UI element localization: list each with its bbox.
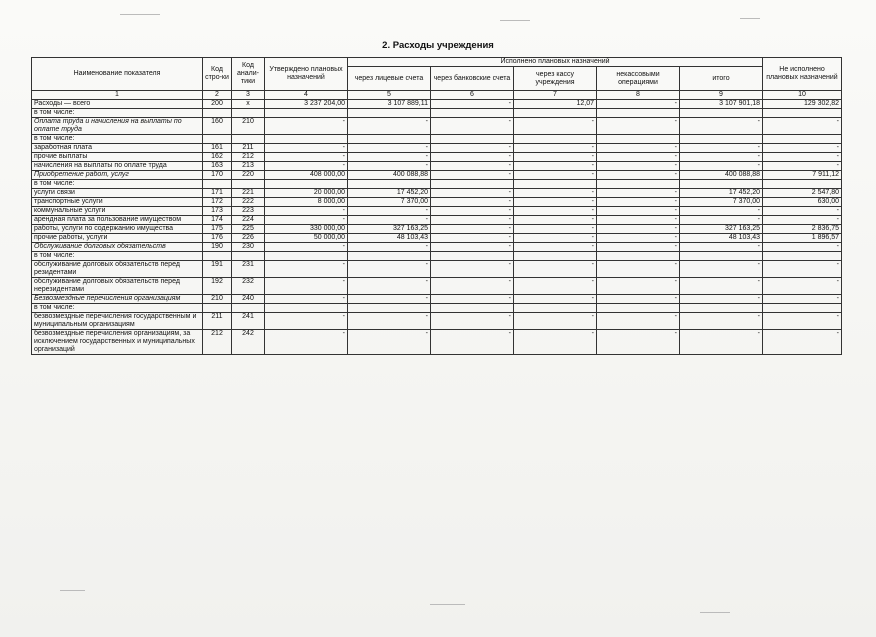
row-total: - [680, 330, 763, 355]
row-through-cash: - [514, 207, 597, 216]
table-row [32, 234, 842, 243]
table-row [32, 225, 842, 234]
row-through-cash [514, 252, 597, 261]
table-row [32, 171, 842, 180]
row-noncash: - [597, 330, 680, 355]
row-line-code: 161 [203, 144, 232, 153]
row-not-executed: - [763, 313, 842, 330]
row-through-personal: - [348, 207, 431, 216]
row-through-personal: 327 163,25 [348, 225, 431, 234]
row-through-bank [431, 252, 514, 261]
row-not-executed: - [763, 278, 842, 295]
table-row [32, 216, 842, 225]
row-total: 327 163,25 [680, 225, 763, 234]
expenses-table [31, 57, 842, 355]
row-name-cell: Безвозмездные перечисления организациям [32, 295, 203, 304]
table-row [32, 243, 842, 252]
row-noncash: - [597, 207, 680, 216]
column-number: 1 [32, 91, 203, 100]
row-line-code: 172 [203, 198, 232, 207]
row-approved: - [265, 278, 348, 295]
row-name-cell: обслуживание долговых обязательств перед резидентами [32, 261, 203, 278]
table-row [32, 278, 842, 295]
row-name-cell: в том числе: [32, 180, 203, 189]
row-through-bank [431, 109, 514, 118]
row-line-code: 192 [203, 278, 232, 295]
column-number: 8 [597, 91, 680, 100]
row-line-code: 210 [203, 295, 232, 304]
table-row [32, 313, 842, 330]
row-not-executed [763, 304, 842, 313]
row-through-cash: - [514, 144, 597, 153]
row-through-cash: - [514, 216, 597, 225]
row-approved: 408 000,00 [265, 171, 348, 180]
table-row [32, 135, 842, 144]
row-noncash: - [597, 118, 680, 135]
row-total: - [680, 118, 763, 135]
row-approved: 330 000,00 [265, 225, 348, 234]
scan-speck [700, 612, 730, 613]
row-total [680, 304, 763, 313]
row-through-cash: - [514, 234, 597, 243]
row-through-cash: - [514, 189, 597, 198]
row-not-executed: - [763, 216, 842, 225]
table-row [32, 295, 842, 304]
row-line-code: 190 [203, 243, 232, 252]
row-analytics-code: x [232, 100, 265, 109]
table-row [32, 153, 842, 162]
row-through-bank: - [431, 100, 514, 109]
row-approved: - [265, 243, 348, 252]
header-through-cash: через кассу учреждения [514, 67, 597, 91]
row-noncash: - [597, 243, 680, 252]
row-not-executed: 630,00 [763, 198, 842, 207]
row-name-cell: в том числе: [32, 135, 203, 144]
table-body [32, 100, 842, 355]
row-not-executed: - [763, 261, 842, 278]
column-number: 5 [348, 91, 431, 100]
row-line-code: 175 [203, 225, 232, 234]
row-approved [265, 109, 348, 118]
row-analytics-code [232, 304, 265, 313]
row-name-cell: Оплата труда и начисления на выплаты по оплате труда [32, 118, 203, 135]
row-through-bank: - [431, 295, 514, 304]
row-through-bank: - [431, 243, 514, 252]
row-through-bank: - [431, 144, 514, 153]
row-line-code [203, 135, 232, 144]
row-noncash: - [597, 100, 680, 109]
row-name-cell: прочие работы, услуги [32, 234, 203, 243]
row-through-cash: - [514, 261, 597, 278]
row-line-code [203, 252, 232, 261]
row-analytics-code: 224 [232, 216, 265, 225]
row-noncash: - [597, 162, 680, 171]
row-line-code: 174 [203, 216, 232, 225]
row-through-cash: - [514, 162, 597, 171]
row-through-cash [514, 180, 597, 189]
row-noncash: - [597, 153, 680, 162]
row-through-personal [348, 109, 431, 118]
row-total [680, 180, 763, 189]
row-analytics-code [232, 180, 265, 189]
row-through-personal [348, 252, 431, 261]
header-name: Наименование показателя [32, 58, 203, 91]
row-total: 400 088,88 [680, 171, 763, 180]
table-row [32, 304, 842, 313]
table-row [32, 180, 842, 189]
header-not-executed: Не исполнено плановых назначений [763, 58, 842, 91]
row-approved: - [265, 295, 348, 304]
row-approved: 8 000,00 [265, 198, 348, 207]
header-code-analytics: Код анали-тики [232, 58, 265, 91]
table-row [32, 162, 842, 171]
row-approved [265, 252, 348, 261]
row-analytics-code: 220 [232, 171, 265, 180]
row-noncash: - [597, 198, 680, 207]
row-through-bank: - [431, 216, 514, 225]
column-number: 10 [763, 91, 842, 100]
row-not-executed: 129 302,82 [763, 100, 842, 109]
row-through-cash [514, 304, 597, 313]
row-noncash: - [597, 216, 680, 225]
row-noncash [597, 180, 680, 189]
row-noncash: - [597, 225, 680, 234]
row-through-cash: - [514, 243, 597, 252]
row-approved: 20 000,00 [265, 189, 348, 198]
row-noncash [597, 252, 680, 261]
row-noncash: - [597, 171, 680, 180]
header-executed-group: Исполнено плановых назначений [348, 58, 763, 67]
row-not-executed: 7 911,12 [763, 171, 842, 180]
table-row [32, 330, 842, 355]
scan-speck [120, 14, 160, 15]
row-through-bank: - [431, 171, 514, 180]
row-through-cash [514, 135, 597, 144]
row-not-executed: 2 547,80 [763, 189, 842, 198]
row-approved [265, 304, 348, 313]
row-analytics-code: 222 [232, 198, 265, 207]
row-total [680, 252, 763, 261]
row-total: 3 107 901,18 [680, 100, 763, 109]
row-line-code: 176 [203, 234, 232, 243]
row-name-cell: в том числе: [32, 109, 203, 118]
row-approved: - [265, 153, 348, 162]
row-approved: - [265, 313, 348, 330]
row-name-cell: в том числе: [32, 252, 203, 261]
row-through-bank [431, 180, 514, 189]
row-total [680, 109, 763, 118]
row-line-code [203, 180, 232, 189]
table-row [32, 252, 842, 261]
table-row [32, 118, 842, 135]
row-approved: - [265, 216, 348, 225]
row-noncash [597, 109, 680, 118]
row-through-personal: - [348, 278, 431, 295]
row-analytics-code: 212 [232, 153, 265, 162]
row-line-code: 173 [203, 207, 232, 216]
row-approved: 50 000,00 [265, 234, 348, 243]
row-total: - [680, 153, 763, 162]
row-name-cell: работы, услуги по содержанию имущества [32, 225, 203, 234]
row-through-personal: - [348, 295, 431, 304]
row-analytics-code: 223 [232, 207, 265, 216]
row-through-personal [348, 304, 431, 313]
section-title: 2. Расходы учреждения [382, 40, 494, 51]
row-name-cell: безвозмездные перечисления организациям, за исключением государственных и муниципальных организаций [32, 330, 203, 355]
row-through-bank: - [431, 207, 514, 216]
row-total: - [680, 243, 763, 252]
column-number: 3 [232, 91, 265, 100]
row-not-executed: - [763, 330, 842, 355]
column-number: 7 [514, 91, 597, 100]
row-approved: - [265, 330, 348, 355]
row-not-executed [763, 252, 842, 261]
row-through-personal: 3 107 889,11 [348, 100, 431, 109]
row-line-code: 163 [203, 162, 232, 171]
row-through-personal: 48 103,43 [348, 234, 431, 243]
row-total: - [680, 295, 763, 304]
row-through-personal: - [348, 313, 431, 330]
row-analytics-code: 221 [232, 189, 265, 198]
row-not-executed: - [763, 144, 842, 153]
row-through-personal: - [348, 243, 431, 252]
row-name-cell: заработная плата [32, 144, 203, 153]
row-approved [265, 180, 348, 189]
row-noncash: - [597, 295, 680, 304]
row-name-cell: Расходы — всего [32, 100, 203, 109]
row-not-executed: - [763, 118, 842, 135]
row-approved: 3 237 204,00 [265, 100, 348, 109]
row-through-bank [431, 304, 514, 313]
row-total: 7 370,00 [680, 198, 763, 207]
row-name-cell: безвозмездные перечисления государственным и муниципальным организациям [32, 313, 203, 330]
row-not-executed: - [763, 162, 842, 171]
row-noncash [597, 135, 680, 144]
row-name-cell: прочие выплаты [32, 153, 203, 162]
row-analytics-code: 232 [232, 278, 265, 295]
row-approved: - [265, 261, 348, 278]
table-row [32, 144, 842, 153]
row-through-cash: - [514, 278, 597, 295]
row-total: - [680, 261, 763, 278]
row-analytics-code: 225 [232, 225, 265, 234]
row-through-bank: - [431, 261, 514, 278]
row-through-cash: - [514, 171, 597, 180]
row-analytics-code: 211 [232, 144, 265, 153]
row-through-cash: - [514, 313, 597, 330]
row-through-personal: - [348, 216, 431, 225]
row-through-cash [514, 109, 597, 118]
row-through-cash: - [514, 118, 597, 135]
row-total [680, 135, 763, 144]
row-name-cell: транспортные услуги [32, 198, 203, 207]
row-line-code: 162 [203, 153, 232, 162]
row-through-bank: - [431, 153, 514, 162]
row-through-personal: - [348, 118, 431, 135]
row-noncash: - [597, 234, 680, 243]
header-noncash: некассовыми операциями [597, 67, 680, 91]
row-through-personal: - [348, 261, 431, 278]
row-line-code [203, 109, 232, 118]
column-number: 6 [431, 91, 514, 100]
column-number: 9 [680, 91, 763, 100]
table-row [32, 261, 842, 278]
row-line-code: 170 [203, 171, 232, 180]
row-through-bank: - [431, 225, 514, 234]
row-through-bank: - [431, 330, 514, 355]
header-code-line: Код стро-ки [203, 58, 232, 91]
row-through-bank: - [431, 118, 514, 135]
row-through-cash: - [514, 225, 597, 234]
scan-speck [60, 590, 85, 591]
column-number: 4 [265, 91, 348, 100]
row-approved: - [265, 207, 348, 216]
row-through-bank: - [431, 198, 514, 207]
row-analytics-code [232, 135, 265, 144]
row-line-code [203, 304, 232, 313]
row-line-code: 211 [203, 313, 232, 330]
row-through-personal: - [348, 153, 431, 162]
row-name-cell: начисления на выплаты по оплате труда [32, 162, 203, 171]
table-row [32, 198, 842, 207]
row-name-cell: в том числе: [32, 304, 203, 313]
row-not-executed [763, 180, 842, 189]
row-not-executed [763, 135, 842, 144]
row-name-cell: Обслуживание долговых обязательств [32, 243, 203, 252]
row-through-bank: - [431, 234, 514, 243]
header-total: итого [680, 67, 763, 91]
row-approved [265, 135, 348, 144]
row-analytics-code: 231 [232, 261, 265, 278]
row-not-executed [763, 109, 842, 118]
row-noncash: - [597, 278, 680, 295]
row-not-executed: - [763, 295, 842, 304]
row-line-code: 191 [203, 261, 232, 278]
row-total: - [680, 144, 763, 153]
scan-speck [740, 18, 760, 19]
header-through-personal: через лицевые счета [348, 67, 431, 91]
row-through-personal: 400 088,88 [348, 171, 431, 180]
header-approved: Утверждено плановых назначений [265, 58, 348, 91]
row-through-cash: - [514, 153, 597, 162]
row-total: 48 103,43 [680, 234, 763, 243]
scan-speck [430, 604, 465, 605]
table-row [32, 207, 842, 216]
row-through-bank: - [431, 162, 514, 171]
row-through-personal: 7 370,00 [348, 198, 431, 207]
row-noncash: - [597, 313, 680, 330]
row-analytics-code: 230 [232, 243, 265, 252]
row-total: - [680, 162, 763, 171]
header-row-1 [32, 58, 842, 67]
row-not-executed: - [763, 207, 842, 216]
row-analytics-code [232, 109, 265, 118]
row-through-bank: - [431, 313, 514, 330]
row-analytics-code: 242 [232, 330, 265, 355]
row-analytics-code: 210 [232, 118, 265, 135]
row-through-cash: - [514, 198, 597, 207]
row-line-code: 200 [203, 100, 232, 109]
row-name-cell: услуги связи [32, 189, 203, 198]
scan-speck [500, 20, 530, 21]
row-noncash: - [597, 144, 680, 153]
row-total: - [680, 278, 763, 295]
row-through-personal [348, 180, 431, 189]
row-analytics-code: 226 [232, 234, 265, 243]
row-through-personal [348, 135, 431, 144]
table-row [32, 189, 842, 198]
row-through-personal: 17 452,20 [348, 189, 431, 198]
row-total: - [680, 216, 763, 225]
row-analytics-code: 240 [232, 295, 265, 304]
header-through-bank: через банковские счета [431, 67, 514, 91]
row-name-cell: обслуживание долговых обязательств перед нерезидентами [32, 278, 203, 295]
column-number: 2 [203, 91, 232, 100]
row-line-code: 171 [203, 189, 232, 198]
row-through-personal: - [348, 330, 431, 355]
row-noncash [597, 304, 680, 313]
row-approved: - [265, 162, 348, 171]
row-not-executed: - [763, 153, 842, 162]
row-analytics-code: 241 [232, 313, 265, 330]
row-not-executed: 1 896,57 [763, 234, 842, 243]
row-through-cash: - [514, 295, 597, 304]
row-total: - [680, 313, 763, 330]
row-noncash: - [597, 261, 680, 278]
column-number-row [32, 91, 842, 100]
row-through-bank [431, 135, 514, 144]
table-row [32, 100, 842, 109]
row-name-cell: Приобретение работ, услуг [32, 171, 203, 180]
row-line-code: 160 [203, 118, 232, 135]
row-approved: - [265, 144, 348, 153]
row-through-cash: - [514, 330, 597, 355]
row-through-bank: - [431, 278, 514, 295]
row-not-executed: - [763, 243, 842, 252]
row-line-code: 212 [203, 330, 232, 355]
row-total: 17 452,20 [680, 189, 763, 198]
row-name-cell: коммунальные услуги [32, 207, 203, 216]
row-through-personal: - [348, 162, 431, 171]
row-name-cell: арендная плата за пользование имуществом [32, 216, 203, 225]
row-not-executed: 2 836,75 [763, 225, 842, 234]
row-analytics-code: 213 [232, 162, 265, 171]
table-row [32, 109, 842, 118]
row-noncash: - [597, 189, 680, 198]
row-through-personal: - [348, 144, 431, 153]
row-through-cash: 12,07 [514, 100, 597, 109]
row-through-bank: - [431, 189, 514, 198]
row-total: - [680, 207, 763, 216]
row-approved: - [265, 118, 348, 135]
row-analytics-code [232, 252, 265, 261]
